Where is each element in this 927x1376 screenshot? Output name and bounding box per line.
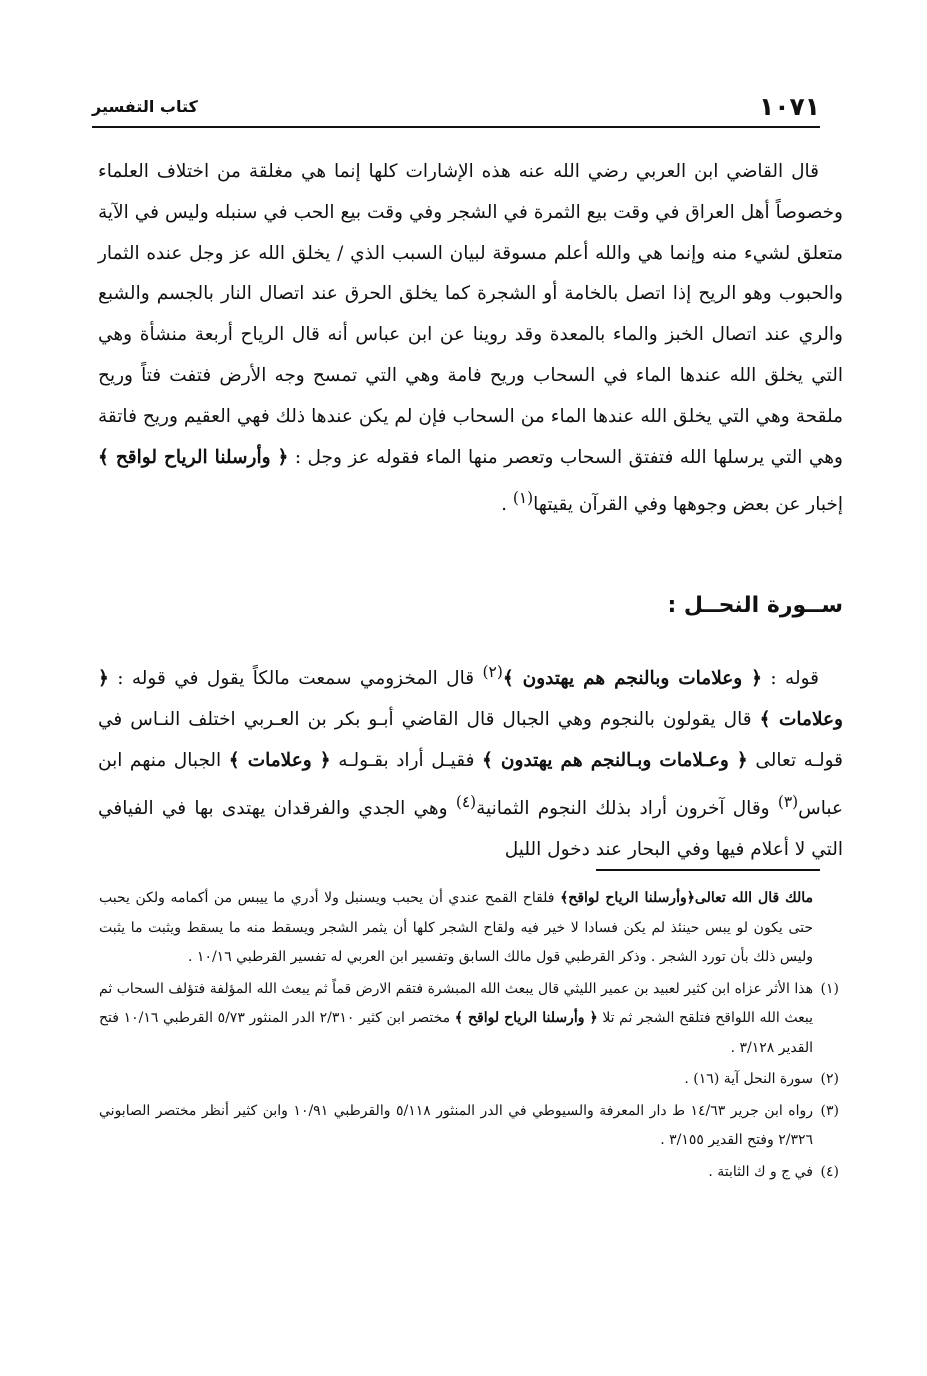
paragraph-2 [98, 652, 843, 870]
footnotes [99, 884, 839, 1189]
quran-quote: ﴿ وعلامات ﴾ [228, 749, 331, 771]
quran-quote: ﴿ وأرسلنا الرياح لواقح ﴾ [98, 446, 289, 468]
text-run: قال المخزومي سمعت مالكاً يقول في قوله : [117, 668, 475, 690]
footnote-ref-2: (٢) [482, 663, 503, 681]
page-header [92, 92, 820, 128]
footnote-rule [596, 869, 820, 871]
section-body [98, 652, 843, 870]
text-run: فلقاح القمح عندي أن يحبب ويسنبل ولا أدري ما ييبس من أكمامه ولكن يحبب حتى يكون لو يبس حينئذ لم يكن فسادا لا خير فيه ولقاح الشجر كلها أن يثمر الشجر ويسقط منه ما يسقط ويثبت ما يثبت وليس ذلك بأن تورد الشجر . وذكر القرطبي قول مالك السابق وتفسير ابن العربي له تفسير القرطبي ١٠/١٦ . [99, 890, 813, 965]
main-paragraph [98, 152, 843, 526]
text-run: وهي الجدي والفرقدان يهتدى بها في الفيافي التي لا أعلام فيها وفي البحار عند دخول الليل [98, 797, 843, 860]
paragraph-1-end: إخبار عن بعض وجوهها وفي القرآن يقيتها [533, 494, 843, 516]
footnote-3 [99, 1097, 839, 1156]
quran-quote: ﴿ وأرسلنا الرياح لواقح ﴾ [454, 1010, 598, 1026]
footnote-ref-1: (١) [512, 489, 534, 508]
footnote-ref-4: (٤) [455, 792, 477, 811]
header-rule [92, 126, 820, 128]
page-number: ١٠٧١ [758, 92, 820, 121]
text-run: رواه ابن جرير ١٤/٦٣ ط دار المعرفة والسيوطي في الدر المنثور ٥/١١٨ والقرطبي ١٠/٩١ وابن كثير أنظر مختصر الصابوني ٢/٣٢٦ وفتح القدير ٣/١٥٥ . [99, 1102, 813, 1148]
quran-quote: ﴿وأرسلنا الرياح لواقح﴾ [560, 890, 695, 906]
footnote-number: (٢) [820, 1071, 839, 1087]
section-heading: ســورة النحــل : [667, 593, 843, 618]
book-title: كتاب التفسير [92, 97, 198, 116]
footnote-2 [99, 1065, 839, 1095]
text-run: مالك قال الله تعالى [694, 890, 813, 906]
footnote-number: (٣) [820, 1102, 839, 1119]
text-run: مختصر ابن كثير ٢/٣١٠ الدر المنثور ٥/٧٣ القرطبي ١٠/١٦ فتح القدير ٣/١٢٨ . [99, 1010, 813, 1056]
footnote-continuation [99, 884, 839, 973]
footnote-number: (٤) [820, 1163, 839, 1180]
footnote-4 [99, 1158, 839, 1188]
text-run: الجبال منهم ابن عباس [98, 749, 843, 819]
paragraph-1-dot: . [501, 494, 513, 516]
footnote-number: (١) [820, 980, 839, 997]
footnote-ref-3: (٣) [777, 792, 799, 811]
paragraph-1 [98, 152, 843, 526]
quran-quote: ﴿ وعـلامات وبـالنجم هم يهتدون ﴾ [481, 749, 748, 771]
quran-quote: ﴿ وعلامات وبالنجم هم يهتدون ﴾ [502, 668, 763, 690]
text-run: قوله : [770, 668, 820, 690]
paragraph-1-text: قال القاضي ابن العربي رضي الله عنه هذه الإشارات كلها إنما هي مغلقة من اختلاف العلماء وخصوصاً أهل العراق في وقت بيع الثمرة في الشجر وفي وقت بيع الحب في سنبله وليس في الآية متعلق لشيء منه وإنما هي والله أعلم مسوقة لبيان السبب الذي / يخلق الله عز وجل عنده الثمار والحبوب وهو الريح إذا اتصل بالخامة أو الشجرة كما يخلق الحرق عند اتصال النار بالجسم والشبع والري عند اتصال الخبز والماء بالمعدة وقد روينا عن ابن عباس أنه قال الرياح أربعة منشأة وهي التي يخلق الله عندها الماء في السحاب وريح فامة وهي التي تمسح وجه الأرض فتفت فتاً وريح ملقحة وهي التي يخلق الله عندها الماء من السحاب فإن لم يكن عندها ذلك فهي العقيم وريح فاتقة وهي التي يرسلها الله فتفتق السحاب وتعصر منها الماء فقوله عز وجل : [98, 161, 843, 468]
text-run: وقال آخرون أراد بذلك النجوم الثمانية [476, 797, 770, 819]
quran-quote: ﴿ وعلامات ﴾ [98, 668, 843, 730]
text-run: قال يقولون بالنجوم وهي الجبال قال القاضي أبـو بكر بن العـربي اختلف النـاس في قولـه تعالى [98, 708, 844, 771]
text-run: سورة النحل آية (١٦) . [684, 1071, 813, 1087]
text-run: فقيـل أراد بقـولـه [338, 749, 475, 771]
text-run: هذا الأثر عزاه ابن كثير لعبيد بن عمير الليثي قال يبعث الله المبشرة فتقم الارض قماً ثم يبعث الله المؤلفة فتؤلف السحاب ثم يبعث الله اللواقح فتلقح الشجر ثم تلا [99, 980, 814, 1026]
text-run: في ج و ك الثابتة . [708, 1163, 813, 1180]
footnote-1 [99, 975, 839, 1064]
